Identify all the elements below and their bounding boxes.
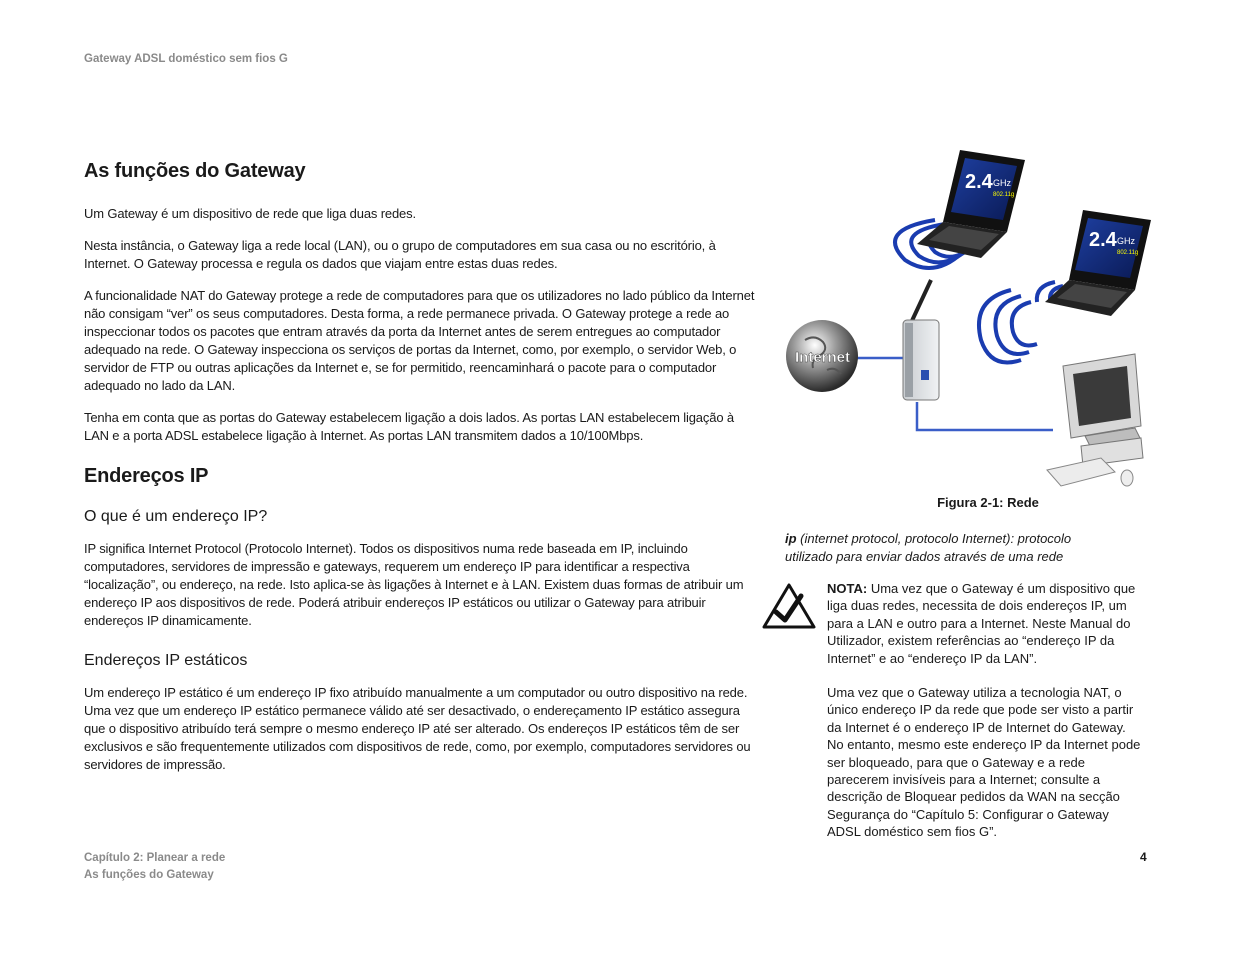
glossary-text: (internet protocol, protocolo Internet): protocolo utilizado para enviar dados através de uma rede: [785, 531, 1072, 564]
subsection-title-what-is-ip: O que é um endereço IP?: [84, 508, 268, 525]
sidebar: [785, 140, 1155, 858]
section-title-gateway-functions: As funções do Gateway: [84, 160, 306, 182]
internet-label: Internet: [795, 349, 851, 366]
note-text: [827, 580, 1143, 841]
frequency-unit: GHz: [1117, 236, 1135, 246]
page-number: 4: [1140, 850, 1147, 864]
frequency-badge: 2.4: [965, 171, 993, 193]
note-paragraph: Uma vez que o Gateway é um dispositivo que liga duas redes, necessita de dois endereços IP, um para a LAN e outro para a Internet. Neste Manual do Utilizador, existem referências ao “endereço IP da Internet” e ao “endereço IP da LAN”.: [827, 581, 1136, 666]
laptop-icon: [1045, 210, 1151, 316]
frequency-badge: 2.4: [1089, 229, 1117, 251]
network-diagram-illustration: [785, 140, 1153, 490]
router-icon: [903, 280, 939, 400]
note-label: NOTA:: [827, 581, 868, 596]
section-title-ip-addresses: Endereços IP: [84, 465, 209, 487]
paragraph: A funcionalidade NAT do Gateway protege a rede de computadores para que os utilizadores no lado público da Internet não consigam “ver” os seus computadores. Desta forma, a rede permanece privada. O Gateway protege a rede ao inspeccionar todos os pacotes que entram através da porta da Internet antes de serem entregues ao computador adequado na rede. O Gateway inspecciona os serviços de portas da Internet, como, por exemplo, o servidor Web, o servidor de FTP ou outras aplicações da Internet e, se for permitido, reencaminhará o pacote para o computador adequado no lado da LAN.: [84, 288, 755, 393]
glossary-definition: [785, 530, 1105, 566]
figure-caption: Figura 2-1: Rede: [937, 495, 1039, 510]
desktop-computer-icon: [1047, 354, 1143, 486]
main-content: [84, 160, 760, 788]
footer-chapter: Capítulo 2: Planear a rede: [84, 852, 226, 864]
laptop-icon: [917, 150, 1025, 258]
network-figure: [785, 140, 1153, 490]
running-header: Gateway ADSL doméstico sem fios G: [84, 53, 288, 65]
checkmark-warning-icon: [761, 582, 817, 635]
glossary-term: ip: [785, 531, 797, 546]
frequency-unit: GHz: [993, 178, 1011, 188]
wireless-standard: 802.11g: [993, 192, 1015, 198]
footer-section: As funções do Gateway: [84, 869, 214, 881]
paragraph: Nesta instância, o Gateway liga a rede local (LAN), ou o grupo de computadores em sua casa ou no escritório, à Internet. O Gateway processa e regula os dados que viajam entre estas duas redes.: [84, 238, 716, 271]
footer: [84, 850, 225, 884]
paragraph: Um Gateway é um dispositivo de rede que liga duas redes.: [84, 206, 416, 221]
wireless-standard: 802.11g: [1117, 250, 1139, 256]
paragraph: IP significa Internet Protocol (Protocolo Internet). Todos os dispositivos numa rede baseada em IP, incluindo computadores, servidores de impressão e gateways, requerem um endereço IP para identificar a respectiva “localização”, ou endereço, na rede. Isto aplica-se às ligações à Internet e à LAN. Existem duas formas de atribuir um endereço IP aos dispositivos de rede. Poderá atribuir endereços IP estáticos ou utilizar o Gateway para atribuir endereços IP dinamicamente.: [84, 541, 744, 628]
note-paragraph: Uma vez que o Gateway utiliza a tecnologia NAT, o único endereço IP da rede que pode ser visto a partir da Internet é o endereço IP de Internet do Gateway. No entanto, mesmo este endereço IP da Internet pode ser bloqueado, para que o Gateway e a rede parecerem invisíveis para a Internet; consulte a descrição de Bloquear pedidos da WAN na secção Segurança do “Capítulo 5: Configurar o Gateway ADSL doméstico sem fios G”.: [827, 685, 1141, 840]
paragraph: Tenha em conta que as portas do Gateway estabelecem ligação a dois lados. As portas LAN estabelecem ligação à LAN e a porta ADSL estabelece ligação à Internet. As portas LAN transmitem dados a 10/100Mbps.: [84, 410, 734, 443]
subsection-title-static-ip: Endereços IP estáticos: [84, 652, 248, 669]
paragraph: Um endereço IP estático é um endereço IP fixo atribuído manualmente a um computador ou outro dispositivo na rede. Uma vez que um endereço IP estático permanece válido até ser desactivado, o endereçamento IP estático assegura que o dispositivo atribuído terá sempre o mesmo endereço IP até ser alterado. Os endereços IP estáticos têm de ser exclusivos e são frequentemente utilizados com dispositivos de rede, como, por exemplo, computadores servidores ou servidores de impressão.: [84, 685, 751, 772]
internet-globe-icon: [786, 320, 858, 392]
note-box: [785, 580, 1155, 841]
